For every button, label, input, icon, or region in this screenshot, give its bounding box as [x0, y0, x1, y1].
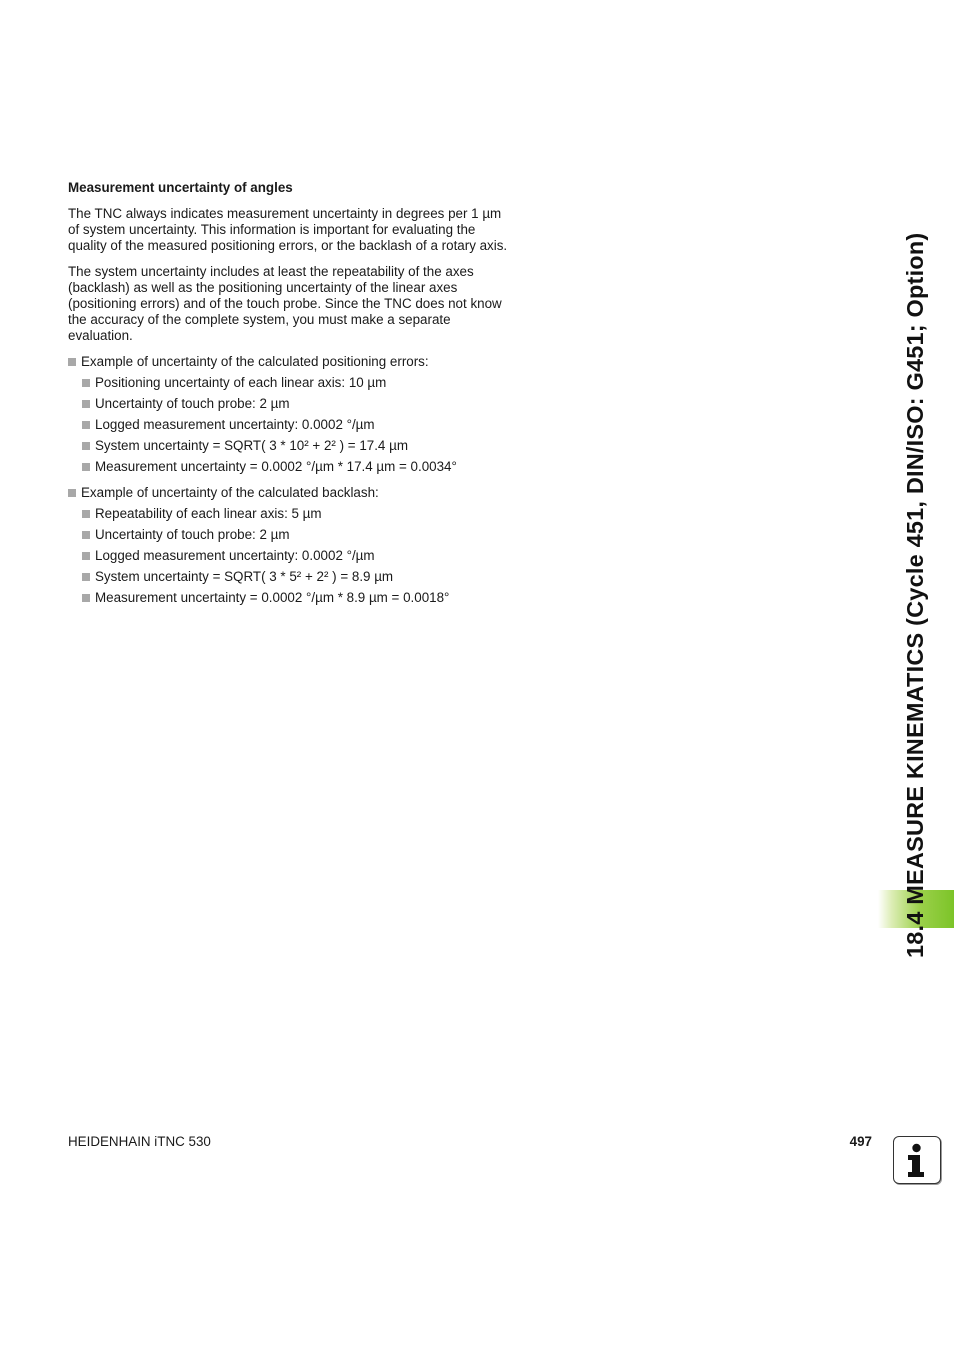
sub-list-item [82, 527, 513, 543]
sub-list-item [82, 417, 513, 433]
list-item [68, 485, 513, 606]
list-item [68, 354, 513, 475]
footer-product-name: HEIDENHAIN iTNC 530 [68, 1134, 211, 1149]
bullet-square-icon [82, 379, 90, 387]
bullet-square-icon [82, 442, 90, 450]
section-heading: Measurement uncertainty of angles [68, 180, 293, 195]
sub-list-item-text: Logged measurement uncertainty: 0.0002 °/µm [95, 548, 375, 563]
sub-list-item-text: Positioning uncertainty of each linear axis: 10 µm [95, 375, 387, 390]
chapter-side-title: 18.4 MEASURE KINEMATICS (Cycle 451, DIN/ISO: G451; Option) [902, 232, 928, 958]
sub-list-item-text: Measurement uncertainty = 0.0002 °/µm * 8.9 µm = 0.0018° [95, 590, 450, 605]
sub-list-item [82, 375, 513, 391]
sub-list [82, 375, 513, 475]
sub-list-item [82, 459, 513, 475]
sub-list-item-text: Measurement uncertainty = 0.0002 °/µm * 17.4 µm = 0.0034° [95, 459, 457, 474]
bullet-square-icon [82, 573, 90, 581]
sub-list [82, 506, 513, 606]
page-number: 497 [849, 1134, 872, 1149]
sub-list-item-text: Uncertainty of touch probe: 2 µm [95, 527, 290, 542]
bullet-square-icon [82, 552, 90, 560]
bullet-square-icon [82, 510, 90, 518]
sub-list-item [82, 506, 513, 522]
sub-list-item [82, 438, 513, 454]
sub-list-item-text: Logged measurement uncertainty: 0.0002 °/µm [95, 417, 375, 432]
bullet-square-icon [68, 358, 76, 366]
main-content [68, 180, 513, 616]
list-item-text: Example of uncertainty of the calculated positioning errors: [81, 354, 429, 369]
sub-list-item-text: Uncertainty of touch probe: 2 µm [95, 396, 290, 411]
sub-list-item-text: System uncertainty = SQRT( 3 * 5² + 2² ) = 8.9 µm [95, 569, 394, 584]
sub-list-item [82, 590, 513, 606]
info-icon [893, 1136, 941, 1184]
sub-list-item [82, 396, 513, 412]
paragraph-system-uncertainty: The system uncertainty includes at least the repeatability of the axes (backlash) as well as the positioning uncertainty of the linear axes (positioning errors) and of the touch probe. Since the TNC does not know the accuracy of the complete system, you must make a separate evaluation. [68, 264, 502, 343]
paragraph-intro: The TNC always indicates measurement uncertainty in degrees per 1 µm of system uncertainty. This information is important for evaluating the quality of the measured positioning errors, or the backlash of a rotary axis. [68, 206, 508, 253]
sub-list-item-text: Repeatability of each linear axis: 5 µm [95, 506, 322, 521]
sub-list-item-text: System uncertainty = SQRT( 3 * 10² + 2² ) = 17.4 µm [95, 438, 408, 453]
info-icon-glyph [894, 1137, 939, 1182]
sub-list-item [82, 548, 513, 564]
sub-list-item [82, 569, 513, 585]
bullet-list [68, 354, 513, 606]
bullet-square-icon [82, 400, 90, 408]
bullet-square-icon [82, 463, 90, 471]
bullet-square-icon [82, 594, 90, 602]
bullet-square-icon [68, 489, 76, 497]
list-item-text: Example of uncertainty of the calculated backlash: [81, 485, 379, 500]
bullet-square-icon [82, 421, 90, 429]
bullet-square-icon [82, 531, 90, 539]
